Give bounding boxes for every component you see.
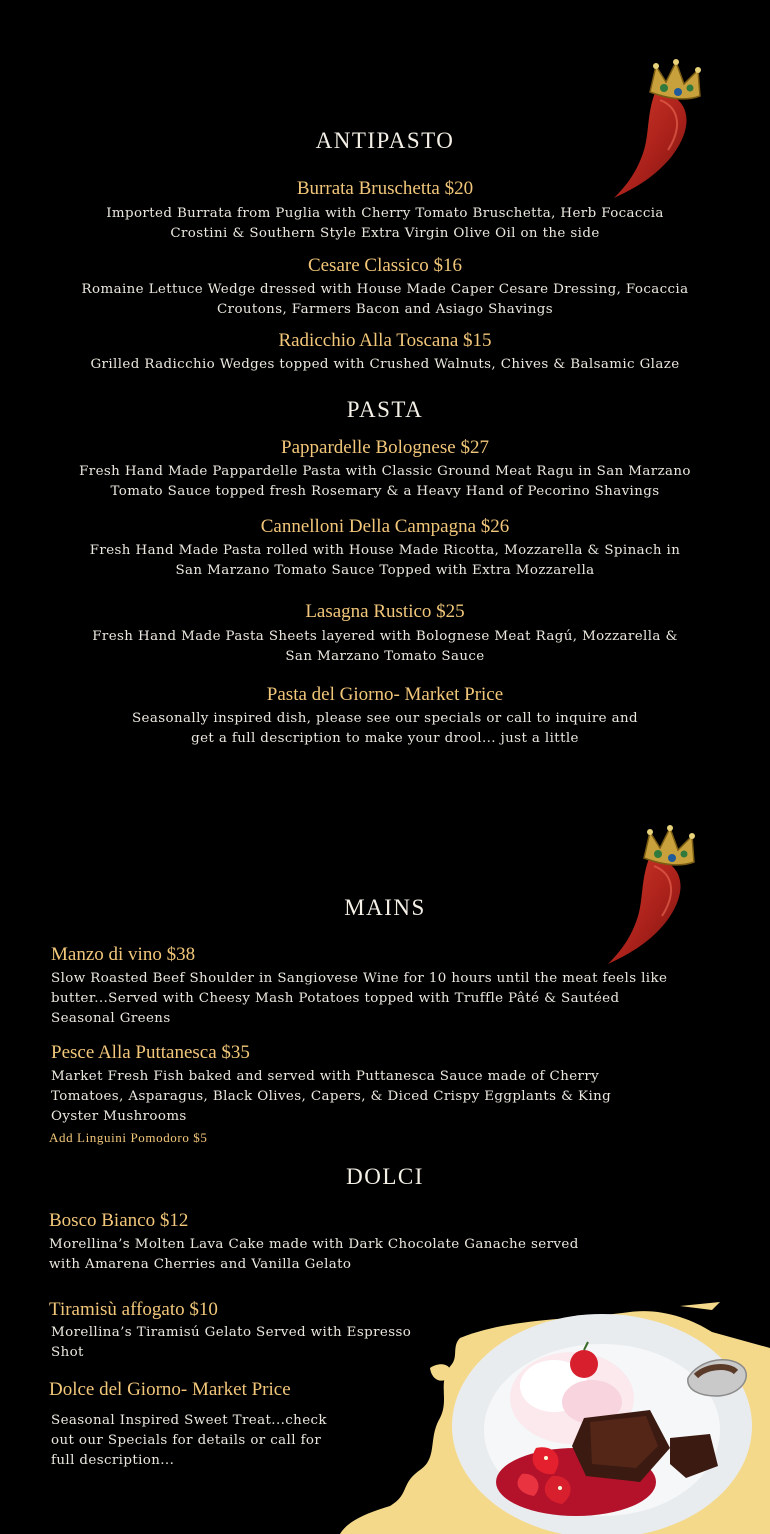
desc-line: Oyster Mushrooms (51, 1109, 187, 1124)
desc-line: Crostini & Southern Style Extra Virgin Olive Oil on the side (170, 226, 600, 241)
desc-line: Morellina’s Molten Lava Cake made with Dark Chocolate Ganache served (49, 1237, 579, 1252)
item-name: Cesare Classico $16 (307, 255, 463, 276)
item-name: Cannelloni Della Campagna $26 (260, 516, 510, 537)
item-description (0, 462, 770, 502)
item-name: Bosco Bianco $12 (49, 1210, 189, 1231)
addon-label: Add Linguini Pomodoro $5 (49, 1130, 208, 1145)
desc-line: Romaine Lettuce Wedge dressed with House Made Caper Cesare Dressing, Focaccia (81, 282, 689, 297)
section-title-mains: MAINS (344, 895, 426, 920)
item-description (0, 709, 770, 749)
desc-line: Market Fresh Fish baked and served with Puttanesca Sauce made of Cherry (51, 1069, 600, 1084)
desc-line: get a full description to make your drool... just a little (191, 731, 579, 746)
desc-line: out our Specials for details or call for (51, 1433, 322, 1448)
desc-line: Tomato Sauce topped fresh Rosemary & a Heavy Hand of Pecorino Shavings (110, 484, 660, 499)
cornicello-crown-icon (592, 818, 716, 968)
desc-line: San Marzano Tomato Sauce (285, 649, 485, 664)
item-description (51, 1067, 611, 1127)
item-description (0, 627, 770, 667)
item-name: Lasagna Rustico $25 (305, 601, 465, 622)
item-name: Burrata Bruschetta $20 (296, 178, 474, 199)
section-title-antipasto: ANTIPASTO (315, 128, 455, 153)
desc-line: Seasonally inspired dish, please see our specials or call to inquire and (131, 711, 638, 726)
item-description (0, 541, 770, 581)
item-name: Tiramisù affogato $10 (49, 1299, 218, 1320)
desc-line: Fresh Hand Made Pappardelle Pasta with Classic Ground Meat Ragu in San Marzano (79, 464, 691, 479)
item-name: Pasta del Giorno- Market Price (266, 684, 504, 705)
desc-line: with Amarena Cherries and Vanilla Gelato (49, 1257, 352, 1272)
item-description (51, 969, 667, 1029)
item-name: Manzo di vino $38 (51, 944, 196, 965)
section-title-pasta: PASTA (346, 397, 424, 422)
desc-line: Fresh Hand Made Pasta rolled with House Made Ricotta, Mozzarella & Spinach in (89, 543, 681, 558)
desc-line: Slow Roasted Beef Shoulder in Sangiovese Wine for 10 hours until the meat feels like (51, 971, 668, 986)
desc-line: Morellina’s Tiramisú Gelato Served with Espresso (51, 1325, 412, 1340)
desc-line: Fresh Hand Made Pasta Sheets layered with Bolognese Meat Ragú, Mozzarella & (92, 629, 678, 644)
section-title-dolci: DOLCI (346, 1164, 424, 1189)
desc-line: Croutons, Farmers Bacon and Asiago Shavings (217, 302, 553, 317)
desc-line: Seasonal Greens (51, 1011, 171, 1026)
item-name: Dolce del Giorno- Market Price (49, 1379, 291, 1400)
item-name: Pappardelle Bolognese $27 (281, 437, 489, 458)
desc-line: Tomatoes, Asparagus, Black Olives, Capers, & Diced Crispy Eggplants & King (51, 1089, 612, 1104)
lava-cake-plate-image (340, 1298, 770, 1534)
item-name: Radicchio Alla Toscana $15 (278, 330, 492, 351)
desc-line: Seasonal Inspired Sweet Treat...check (51, 1413, 327, 1428)
desc-line: butter...Served with Cheesy Mash Potatoes topped with Truffle Pâté & Sautéed (51, 991, 620, 1006)
desc-line: Grilled Radicchio Wedges topped with Crushed Walnuts, Chives & Balsamic Glaze (90, 357, 680, 372)
item-description (0, 204, 770, 244)
item-description (49, 1235, 579, 1275)
desc-line: San Marzano Tomato Sauce Topped with Extra Mozzarella (175, 563, 595, 578)
item-name: Pesce Alla Puttanesca $35 (51, 1042, 250, 1063)
item-description (0, 280, 770, 320)
desc-line: Imported Burrata from Puglia with Cherry Tomato Bruschetta, Herb Focaccia (106, 206, 664, 221)
item-description (51, 1411, 327, 1471)
desc-line: Shot (51, 1345, 84, 1360)
desc-line: full description... (51, 1453, 175, 1468)
item-description (0, 355, 770, 375)
